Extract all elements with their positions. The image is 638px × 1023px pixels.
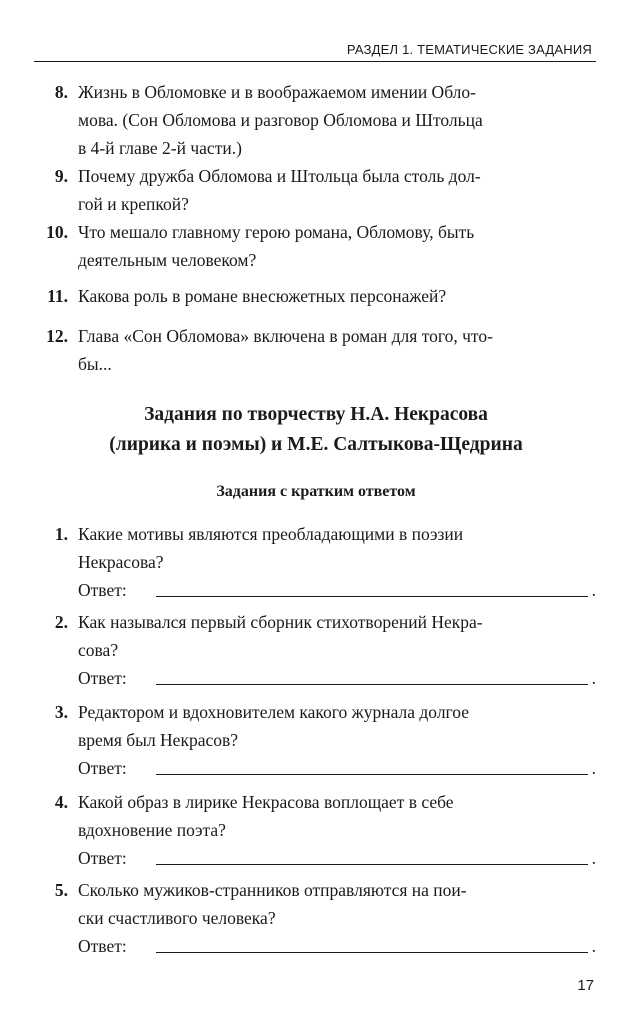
- question-line: бы...: [78, 354, 112, 374]
- answer-label: Ответ:: [78, 848, 127, 868]
- answer-end-period: .: [591, 668, 596, 688]
- question-number: 1.: [54, 524, 68, 544]
- answer-blank-line[interactable]: [156, 864, 588, 865]
- question-line: Редактором и вдохновителем какого журнала долгое: [78, 702, 470, 722]
- question-number: 2.: [54, 612, 68, 632]
- question-text: [78, 322, 598, 378]
- answer-end-period: .: [591, 758, 596, 778]
- answer-label: Ответ:: [78, 668, 127, 688]
- short-question-item: [34, 876, 598, 966]
- question-number: 3.: [54, 702, 68, 722]
- answer-label: Ответ:: [78, 936, 127, 956]
- question-number: 9.: [54, 166, 68, 186]
- answer-label: Ответ:: [78, 758, 127, 778]
- question-text: [78, 520, 598, 576]
- running-head: РАЗДЕЛ 1. ТЕМАТИЧЕСКИЕ ЗАДАНИЯ: [346, 42, 592, 57]
- question-line: Какова роль в романе внесюжетных персонажей?: [78, 286, 447, 306]
- question-number: 8.: [54, 82, 68, 102]
- question-line: ски счастливого человека?: [78, 908, 276, 928]
- question-number: 11.: [47, 286, 68, 306]
- question-line: Жизнь в Обломовке и в воображаемом имении Обло-: [78, 82, 476, 102]
- question-line: деятельным человеком?: [78, 250, 257, 270]
- section-title: [34, 400, 598, 460]
- question-line: Почему дружба Обломова и Штольца была столь дол-: [78, 166, 481, 186]
- question-line: Какой образ в лирике Некрасова воплощает в себе: [78, 792, 454, 812]
- answer-end-period: .: [591, 848, 596, 868]
- question-text: [78, 698, 598, 754]
- question-line: гой и крепкой?: [78, 194, 189, 214]
- question-line: Сколько мужиков-странников отправляются на пои-: [78, 880, 467, 900]
- answer-end-period: .: [591, 936, 596, 956]
- answer-blank-line[interactable]: [156, 952, 588, 953]
- question-text: [78, 282, 598, 310]
- subsection-title: Задания с кратким ответом: [216, 483, 416, 500]
- question-line: вдохновение поэта?: [78, 820, 226, 840]
- section-title-line: Задания по творчеству Н.А. Некрасова: [144, 404, 488, 425]
- answer-row[interactable]: [78, 932, 598, 960]
- question-line: мова. (Сон Обломова и разговор Обломова и Штольца: [78, 110, 483, 130]
- question-number: 4.: [54, 792, 68, 812]
- question-text: [78, 788, 598, 844]
- question-line: Глава «Сон Обломова» включена в роман для того, что-: [78, 326, 493, 346]
- question-text: [78, 608, 598, 664]
- question-line: Что мешало главному герою романа, Обломову, быть: [78, 222, 475, 242]
- answer-row[interactable]: [78, 576, 598, 604]
- answer-blank-line[interactable]: [156, 596, 588, 597]
- answer-label: Ответ:: [78, 580, 127, 600]
- page-number: 17: [577, 977, 594, 994]
- question-line: Как назывался первый сборник стихотворений Некра-: [78, 612, 483, 632]
- answer-end-period: .: [591, 580, 596, 600]
- section-title-line: (лирика и поэмы) и М.Е. Салтыкова-Щедрина: [109, 434, 523, 455]
- question-line: Какие мотивы являются преобладающими в поэзии: [78, 524, 464, 544]
- short-question-item: [34, 608, 598, 698]
- question-text: [78, 162, 598, 218]
- question-text: [78, 218, 598, 274]
- question-number: 10.: [46, 222, 68, 242]
- short-question-item: [34, 520, 598, 610]
- short-question-item: [34, 698, 598, 788]
- answer-row[interactable]: [78, 844, 598, 872]
- short-question-item: [34, 788, 598, 878]
- question-number: 5.: [54, 880, 68, 900]
- question-number: 12.: [46, 326, 68, 346]
- answer-row[interactable]: [78, 754, 598, 782]
- question-line: время был Некрасов?: [78, 730, 239, 750]
- question-line: в 4-й главе 2-й части.): [78, 138, 242, 158]
- answer-blank-line[interactable]: [156, 684, 588, 685]
- question-line: Некрасова?: [78, 552, 164, 572]
- header-rule: [34, 61, 596, 62]
- question-text: [78, 78, 598, 162]
- question-text: [78, 876, 598, 932]
- answer-row[interactable]: [78, 664, 598, 692]
- question-line: сова?: [78, 640, 119, 660]
- answer-blank-line[interactable]: [156, 774, 588, 775]
